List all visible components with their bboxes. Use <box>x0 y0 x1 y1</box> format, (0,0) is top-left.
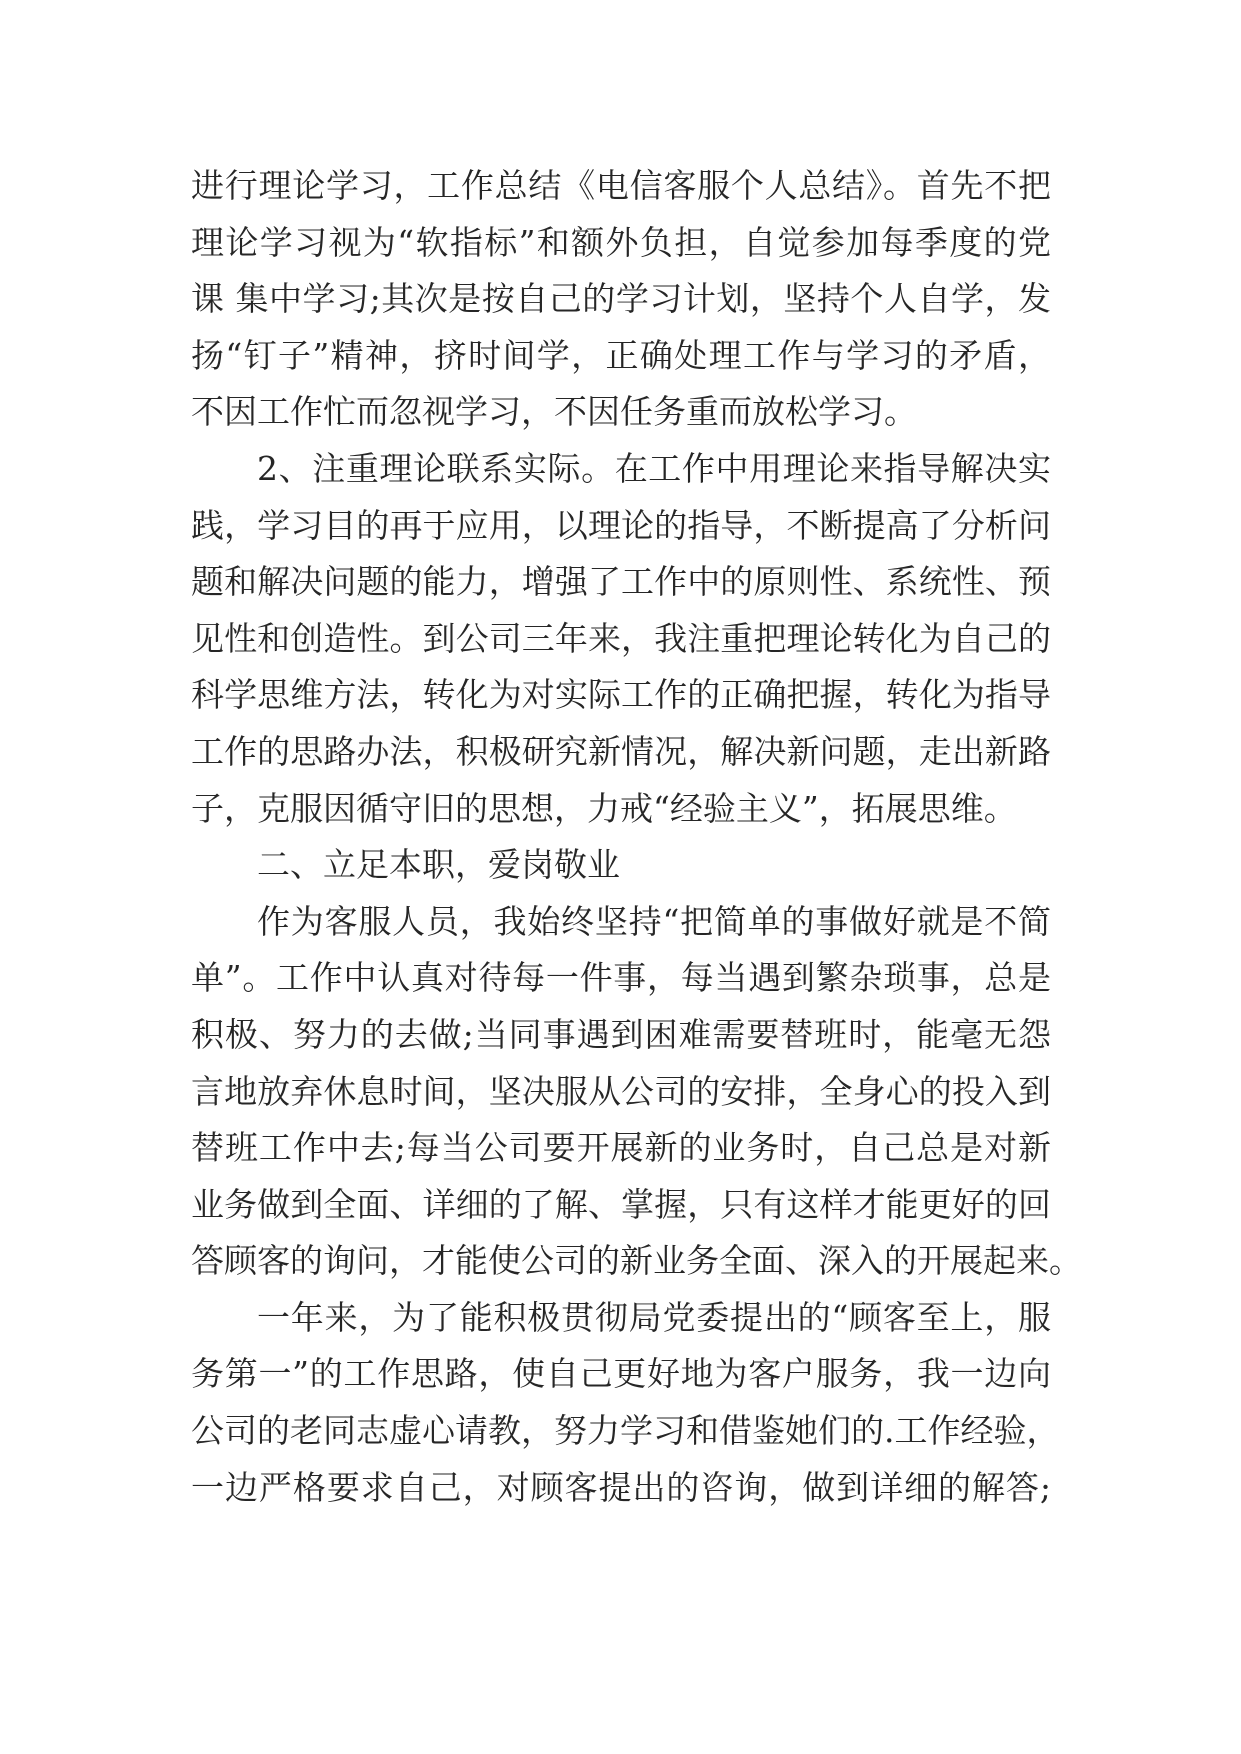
text-line: 积极、努力的去做;当同事遇到困难需要替班时，能毫无怨 <box>191 1014 1051 1054</box>
text-line: 作为客服人员，我始终坚持“把简单的事做好就是不简 <box>257 901 1051 941</box>
text-line: 单”。工作中认真对待每一件事，每当遇到繁杂琐事，总是 <box>191 958 1051 998</box>
text-line: 题和解决问题的能力，增强了工作中的原则性、系统性、预 <box>191 562 1051 602</box>
text-line: 科学思维方法，转化为对实际工作的正确把握，转化为指导 <box>191 675 1051 715</box>
text-line: 一年来，为了能积极贯彻局党委提出的“顾客至上，服 <box>257 1297 1051 1337</box>
text-line: 公司的老同志虚心请教，努力学习和借鉴她们的.工作经验， <box>191 1411 1060 1451</box>
text-line: 课 集中学习;其次是按自己的学习计划，坚持个人自学，发 <box>191 279 1051 319</box>
text-line: 业务做到全面、详细的了解、掌握，只有这样才能更好的回 <box>191 1184 1051 1224</box>
text-line: 践，学习目的再于应用，以理论的指导，不断提高了分析问 <box>191 505 1051 545</box>
text-line: 见性和创造性。到公司三年来，我注重把理论转化为自己的 <box>191 618 1051 658</box>
text-line: 一边严格要求自己，对顾客提出的咨询，做到详细的解答; <box>191 1467 1051 1507</box>
text-line: 扬“钉子”精神，挤时间学，正确处理工作与学习的矛盾， <box>191 335 1051 375</box>
text-line: 理论学习视为“软指标”和额外负担，自觉参加每季度的党 <box>191 222 1051 262</box>
document-body <box>191 158 1082 1516</box>
text-line: 工作的思路办法，积极研究新情况，解决新问题，走出新路 <box>191 731 1051 771</box>
text-line: 言地放弃休息时间，坚决服从公司的安排，全身心的投入到 <box>191 1071 1051 1111</box>
text-line: 务第一”的工作思路，使自己更好地为客户服务，我一边向 <box>191 1354 1051 1394</box>
text-line: 2、注重理论联系实际。在工作中用理论来指导解决实 <box>257 448 1051 488</box>
text-line: 替班工作中去;每当公司要开展新的业务时，自己总是对新 <box>191 1128 1051 1168</box>
text-line: 答顾客的询问，才能使公司的新业务全面、深入的开展起来。 <box>191 1241 1082 1281</box>
text-line: 不因工作忙而忽视学习，不因任务重而放松学习。 <box>191 392 917 432</box>
section-heading: 二、立足本职，爱岗敬业 <box>257 845 620 885</box>
text-line: 子，克服因循守旧的思想，力戒“经验主义”，拓展思维。 <box>191 788 1017 828</box>
text-line: 进行理论学习，工作总结《电信客服个人总结》。首先不把 <box>191 166 1051 205</box>
